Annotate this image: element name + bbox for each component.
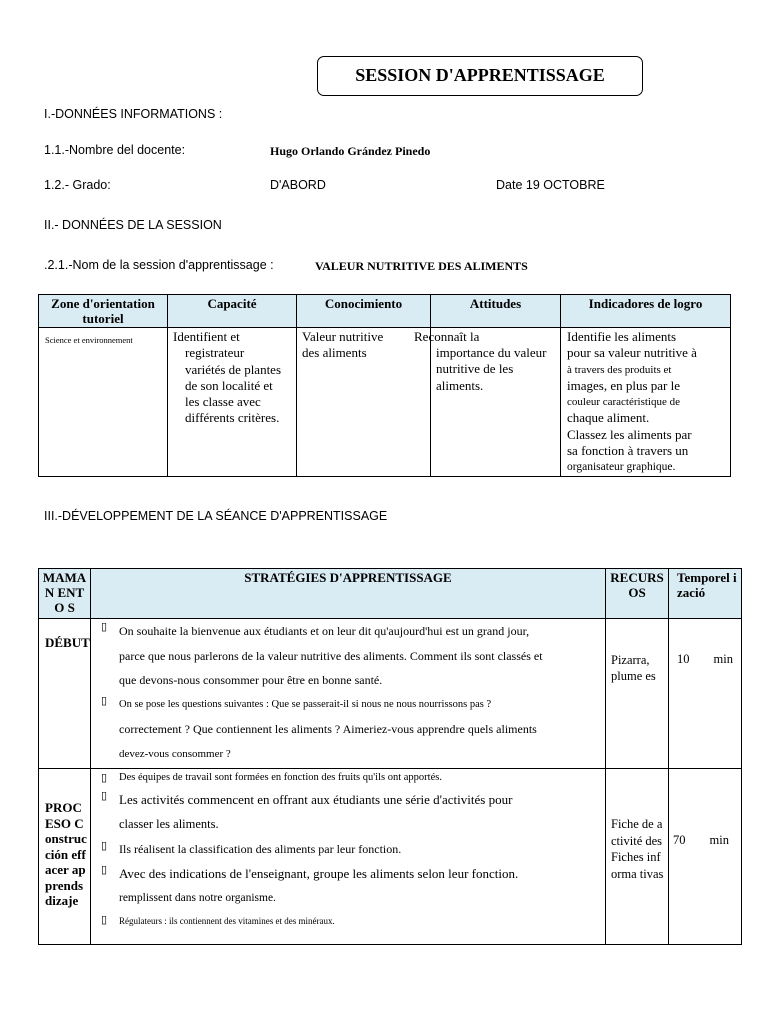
section1-heading: I.-DONNÉES INFORMATIONS : bbox=[44, 107, 223, 121]
table2-row-debut bbox=[39, 619, 742, 769]
list-item bbox=[91, 769, 605, 787]
session-label: .2.1.-Nom de la session d'apprentissage : bbox=[44, 258, 274, 272]
checkbox-bullet-icon: ▯ bbox=[101, 864, 108, 876]
header-conocimiento: Conocimiento bbox=[297, 295, 431, 328]
list-item bbox=[91, 787, 605, 837]
cell-conocimiento bbox=[297, 328, 480, 477]
header-zone: Zone d'orientation tutoriel bbox=[39, 295, 168, 328]
indicador-line: chaque aliment. bbox=[567, 410, 650, 426]
header-capacite: Capacité bbox=[168, 295, 297, 328]
list-item bbox=[91, 693, 605, 767]
strategy-line: Avec des indications de l'enseignant, groupe les aliments selon leur fonction. bbox=[119, 866, 519, 881]
strategy-line: Ils réalisent la classification des aliments par leur fonction. bbox=[119, 842, 402, 856]
cell-indicadores bbox=[561, 328, 731, 477]
checkbox-bullet-icon: ▯ bbox=[101, 790, 108, 802]
checkbox-bullet-icon: ▯ bbox=[101, 840, 108, 852]
table2-row-proceso bbox=[39, 769, 742, 945]
strategy-line: parce que nous parlerons de la valeur nutritive des aliments. Comment ils sont classés et bbox=[119, 648, 543, 663]
page-title: SESSION D'APPRENTISSAGE bbox=[317, 56, 643, 96]
strategy-line: remplissent dans notre organisme. bbox=[119, 892, 276, 904]
section3-heading: III.-DÉVELOPPEMENT DE LA SÉANCE D'APPRENTISSAGE bbox=[44, 509, 388, 523]
header-resources: RECURS OS bbox=[606, 569, 669, 619]
time-unit: min bbox=[709, 833, 729, 847]
checkbox-bullet-icon: ▯ bbox=[101, 914, 108, 926]
indicador-line: sa fonction à travers un bbox=[567, 443, 689, 459]
table1-row bbox=[39, 328, 731, 477]
indicador-line: à travers des produits et bbox=[567, 363, 672, 376]
strategy-line: correctement ? Que contiennent les aliments ? Aimeriez-vous apprendre quels aliments bbox=[119, 722, 537, 736]
conocimiento-text: Valeur nutritive des aliments bbox=[302, 329, 384, 361]
teacher-value: Hugo Orlando Grández Pinedo bbox=[270, 144, 431, 158]
time-unit: min bbox=[713, 652, 733, 666]
strategies-proceso bbox=[91, 769, 606, 945]
strategy-line: que devons-nous consommer pour être en bonne santé. bbox=[119, 673, 383, 687]
checkbox-bullet-icon: ▯ bbox=[101, 772, 108, 784]
checkbox-bullet-icon: ▯ bbox=[101, 621, 108, 633]
indicador-line: pour sa valeur nutritive à bbox=[567, 345, 697, 361]
strategy-line: Régulateurs : ils contiennent des vitamines et des minéraux. bbox=[119, 916, 335, 926]
date-value: Date 19 OCTOBRE bbox=[496, 178, 605, 192]
session-details-table bbox=[38, 294, 731, 477]
header-indicadores: Indicadores de logro bbox=[561, 295, 731, 328]
teacher-label: 1.1.-Nombre del docente: bbox=[44, 143, 186, 157]
list-item bbox=[91, 861, 605, 911]
header-attitudes: Attitudes bbox=[431, 295, 561, 328]
strategy-line: Des équipes de travail sont formées en fonction des fruits qu'ils ont apportés. bbox=[119, 772, 442, 783]
moment-proceso: PROC ESO Construcción effacer apprendsdizaje bbox=[39, 769, 91, 945]
checkbox-bullet-icon: ▯ bbox=[101, 694, 108, 707]
indicador-line: couleur caractéristique de bbox=[567, 396, 680, 409]
attitudes-text: importance du valeur nutritive de les aliments. bbox=[436, 345, 547, 393]
header-time: Temporel izació bbox=[669, 569, 742, 619]
list-item bbox=[91, 619, 605, 693]
table1-header-row bbox=[39, 295, 731, 328]
strategy-line: On se pose les questions suivantes : Que se passerait-il si nous ne nous nourrissons pas ? bbox=[119, 698, 492, 710]
zone-text: Science et environnement bbox=[45, 335, 133, 345]
time-debut bbox=[669, 619, 742, 769]
development-table bbox=[38, 568, 742, 945]
indicador-line: organisateur graphique. bbox=[567, 461, 676, 474]
time-proceso bbox=[669, 769, 742, 945]
section2-heading: II.- DONNÉES DE LA SESSION bbox=[44, 218, 222, 232]
list-item bbox=[91, 837, 605, 861]
cell-zone bbox=[39, 328, 168, 477]
resources-proceso: Fiche de activité des Fiches informa tivas bbox=[606, 769, 669, 945]
table2-header-row bbox=[39, 569, 742, 619]
strategy-line: Les activités commencent en offrant aux étudiants une série d'activités pour bbox=[119, 792, 513, 807]
header-moments: MAMAN ENTO S bbox=[39, 569, 91, 619]
grade-value: D'ABORD bbox=[270, 178, 326, 192]
capacite-text: Identifient et registrateur variétés de plantes de son localité et les classe avec différents critères. bbox=[173, 329, 282, 426]
time-value: 70 bbox=[673, 833, 686, 847]
time-value: 10 bbox=[677, 652, 690, 666]
moment-debut: DÉBUT bbox=[39, 619, 91, 769]
list-item bbox=[91, 911, 605, 931]
strategy-line: devez-vous consommer ? bbox=[119, 747, 231, 760]
indicador-line: images, en plus par le bbox=[567, 377, 680, 393]
strategy-line: classer les aliments. bbox=[119, 817, 219, 831]
indicador-line: Classez les aliments par bbox=[567, 426, 692, 442]
grade-label: 1.2.- Grado: bbox=[44, 178, 111, 192]
indicador-line: Identifie les aliments bbox=[567, 329, 677, 344]
resources-debut: Pizarra, plume es bbox=[606, 619, 669, 769]
header-strategies: STRATÉGIES D'APPRENTISSAGE bbox=[91, 569, 606, 619]
strategy-line: On souhaite la bienvenue aux étudiants et on leur dit qu'aujourd'hui est un grand jour, bbox=[119, 624, 530, 638]
indicadores-list bbox=[561, 328, 730, 476]
cell-attitudes bbox=[431, 328, 561, 477]
session-value: VALEUR NUTRITIVE DES ALIMENTS bbox=[315, 259, 528, 273]
cell-capacite bbox=[168, 328, 297, 477]
attitudes-overlap-text: Reconnaît la bbox=[414, 329, 480, 344]
strategies-debut bbox=[91, 619, 606, 769]
